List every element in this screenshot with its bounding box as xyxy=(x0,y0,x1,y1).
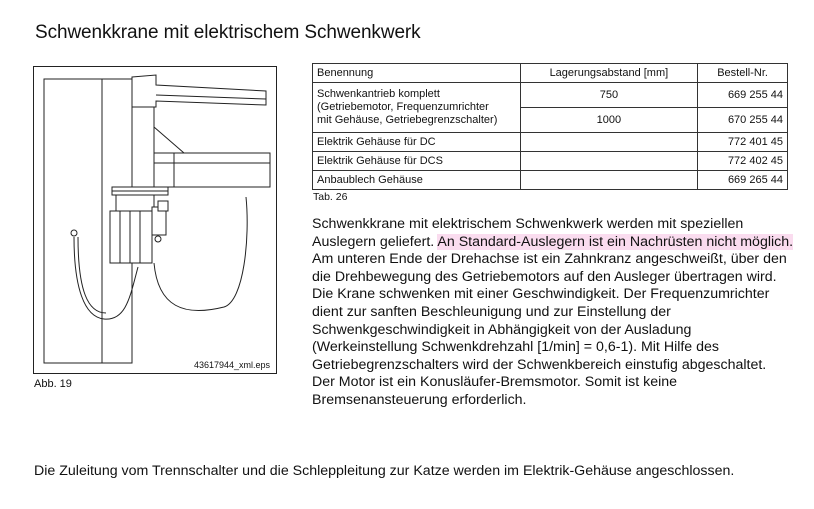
body-text xyxy=(312,216,794,410)
table-cell-distance xyxy=(520,133,698,152)
table-cell-order-no: 772 401 45 xyxy=(698,133,788,152)
parts-table xyxy=(312,63,788,190)
table-row xyxy=(313,171,788,190)
table-header: Lagerungsabstand [mm] xyxy=(520,64,698,83)
table-cell-order-no: 669 255 44 xyxy=(698,83,788,108)
table-row xyxy=(313,133,788,152)
paragraph-text: Schwenkkrane mit elektrischem Schwenkwerk werden mit speziellen Auslegern geliefert. xyxy=(312,216,744,250)
crane-drawing xyxy=(34,67,278,375)
table-row xyxy=(313,83,788,108)
paragraph: Die Krane schwenken mit einer Geschwindigkeit. Der Frequenzumrichter dient zur sanften Beschleunigung und zur Einstellung der Schwenkgeschwindigkeit in Abhängigkeit von der Ausladung (Werkeinstellung Schwenkdrehzahl [1/min] = 0,6-1). Mit Hilfe des Getriebegrenzschalters wird der Schwenkbereich einstufig abgeschaltet. xyxy=(312,286,770,373)
figure-file-label: 43617944_xml.eps xyxy=(193,360,270,370)
table-header: Benennung xyxy=(313,64,521,83)
figure-caption: Abb. 19 xyxy=(34,378,72,390)
paragraph: Der Motor ist ein Konusläufer-Bremsmotor. Somit ist keine Bremsenansteuerung erforderlich. xyxy=(312,374,678,408)
table-row xyxy=(313,152,788,171)
table-cell-name: Elektrik Gehäuse für DCS xyxy=(313,152,521,171)
name-line: Schwenkantrieb komplett xyxy=(317,88,440,100)
name-line: mit Gehäuse, Getriebegrenzschalter) xyxy=(317,114,498,126)
paragraph: Am unteren Ende der Drehachse ist ein Zahnkranz angeschweißt, über den die Drehbewegung des Getriebemotors auf den Ausleger übertragen wird. xyxy=(312,251,787,285)
page-title: Schwenkkrane mit elektrischem Schwenkwerk xyxy=(35,22,421,43)
paragraph xyxy=(312,216,794,251)
table-cell-name xyxy=(313,83,521,133)
bottom-paragraph: Die Zuleitung vom Trennschalter und die Schleppleitung zur Katze werden im Elektrik-Gehäuse angeschlossen. xyxy=(34,463,735,479)
highlighted-text: An Standard-Auslegern ist ein Nachrüsten nicht möglich. xyxy=(437,233,794,250)
table-cell-distance: 1000 xyxy=(520,108,698,133)
crane-figure xyxy=(33,66,277,374)
table-cell-order-no: 772 402 45 xyxy=(698,152,788,171)
table-cell-distance xyxy=(520,171,698,190)
table-cell-order-no: 669 265 44 xyxy=(698,171,788,190)
table-cell-distance xyxy=(520,152,698,171)
table-header-row xyxy=(313,64,788,83)
table-cell-name: Anbaublech Gehäuse xyxy=(313,171,521,190)
name-line: (Getriebemotor, Frequenzumrichter xyxy=(317,101,489,113)
table-caption: Tab. 26 xyxy=(313,191,348,203)
table-cell-order-no: 670 255 44 xyxy=(698,108,788,133)
table-header: Bestell-Nr. xyxy=(698,64,788,83)
table-cell-distance: 750 xyxy=(520,83,698,108)
table-cell-name: Elektrik Gehäuse für DC xyxy=(313,133,521,152)
